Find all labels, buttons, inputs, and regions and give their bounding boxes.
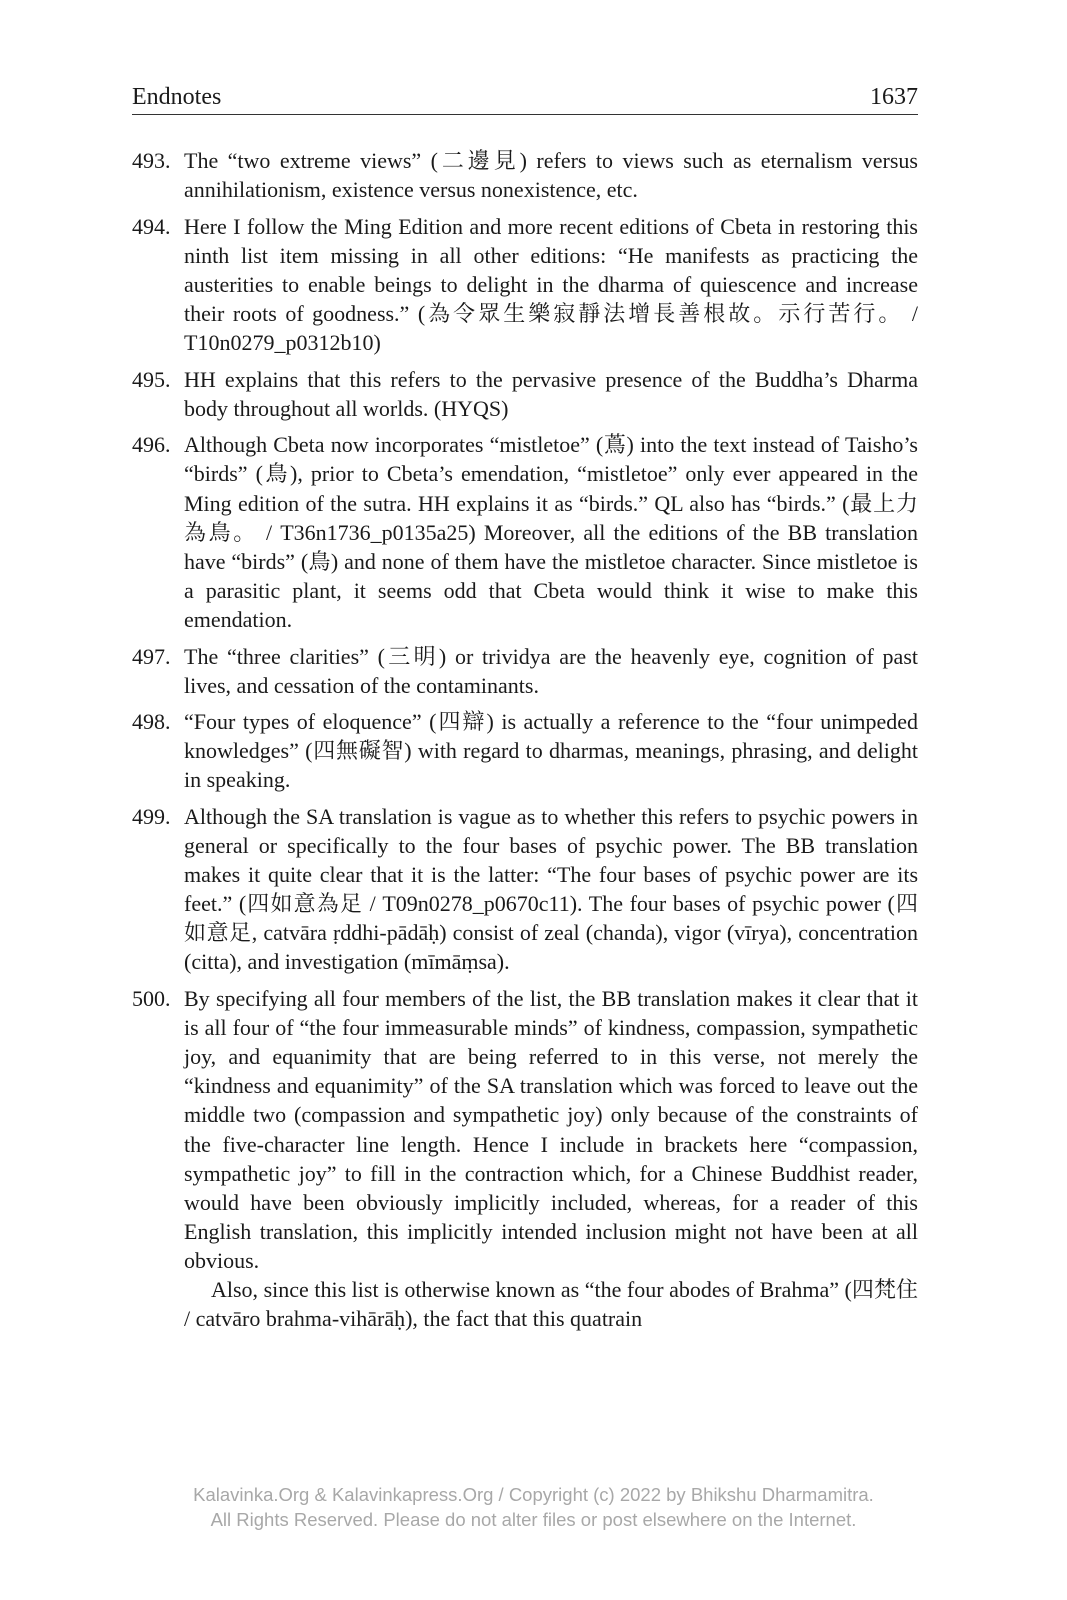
endnote-number: 499. xyxy=(132,803,171,829)
endnote-text: HH explains that this refers to the pervasive presence of the Buddha’s Dharma body throughout all worlds. (HYQS) xyxy=(184,366,918,421)
endnote-496 xyxy=(132,430,918,634)
section-title: Endnotes xyxy=(132,84,222,110)
endnote-text: Although the SA translation is vague as to whether this refers to psychic powers in general or specifically to the four bases of psychic power. The BB translation makes it quite clear that it is the latter: “The four bases of psychic power are its feet.” (四如意為足 / T09n0278_p0670c11). The four bases of psychic power (四如意足, catvāra ṛddhi-pādāḥ) consist of zeal (chanda), vigor (vīrya), concentration (citta), and investigation (mīmāṃsa). xyxy=(184,803,918,975)
copyright-footer xyxy=(0,1482,1067,1532)
rights-line: All Rights Reserved. Please do not alter files or post elsewhere on the Internet. xyxy=(210,1509,857,1530)
endnote-500 xyxy=(132,984,918,1333)
endnote-text: Although Cbeta now incorporates “mistletoe” (蔦) into the text instead of Taisho’s “birds” (鳥), prior to Cbeta’s emendation, “mistletoe” only ever appeared in the Ming edition of the sutra. HH explains it as “birds.” QL also has “birds.” (最上力為鳥。 / T36n1736_p0135a25) Moreover, all the editions of the BB translation have “birds” (鳥) and none of them have the mistletoe character. Since mistletoe is a parasitic plant, it seems odd that Cbeta would think it wise to make this emendation. xyxy=(184,432,918,632)
endnote-text: The “two extreme views” (二邊見) refers to views such as eternalism versus annihilationism, existence versus nonexistence, etc. xyxy=(184,148,918,203)
endnotes-list xyxy=(132,146,918,1341)
endnote-number: 497. xyxy=(132,643,171,669)
endnote-493 xyxy=(132,146,918,204)
endnote-495 xyxy=(132,365,918,423)
endnote-number: 500. xyxy=(132,986,171,1012)
endnote-text: “Four types of eloquence” (四辯) is actually a reference to the “four unimpeded knowledges” (四無礙智) with regard to dharmas, meanings, phrasing, and delight in speaking. xyxy=(184,709,918,793)
endnote-498 xyxy=(132,707,918,794)
endnote-494 xyxy=(132,212,918,357)
endnote-497 xyxy=(132,642,918,700)
copyright-line: Kalavinka.Org & Kalavinkapress.Org / Copyright (c) 2022 by Bhikshu Dharmamitra. xyxy=(193,1484,874,1505)
endnote-number: 495. xyxy=(132,366,171,392)
endnote-text: Here I follow the Ming Edition and more recent editions of Cbeta in restoring this ninth list item missing in all other editions: “He manifests as practicing the austerities to enable beings to delight in the dharma of quiescence and increase their roots of goodness.” (為令眾生樂寂靜法增長善根故。示行苦行。 / T10n0279_p0312b10) xyxy=(184,213,918,356)
endnote-number: 493. xyxy=(132,148,171,173)
page-number: 1637 xyxy=(870,84,918,110)
endnote-number: 498. xyxy=(132,709,171,735)
endnote-number: 494. xyxy=(132,213,171,239)
endnote-text: By specifying all four members of the list, the BB translation makes it clear that it is all four of “the four immeasurable minds” of kindness, compassion, sympathetic joy, and equanimity that are being referred to in this verse, not merely the “kindness and equanimity” of the SA translation which was forced to leave out the middle two (compassion and sympathetic joy) only because of the constraints of the five-character line length. Hence I include in brackets here “compassion, sympathetic joy” to fill in the contraction which, for a Chinese Buddhist reader, would have been obviously implicitly included, whereas, for a reader of this English translation, this implicitly intended inclusion might not have been at all obvious. xyxy=(184,986,918,1273)
endnote-number: 496. xyxy=(132,432,171,458)
endnote-499 xyxy=(132,802,918,977)
running-header xyxy=(132,82,918,115)
endnote-continuation-paragraph: Also, since this list is otherwise known as “the four abodes of Brahma” (四梵住 / catvāro brahma-vihārāḥ), the fact that this quatrain xyxy=(184,1276,918,1332)
endnote-text: The “three clarities” (三明) or trividya are the heavenly eye, cognition of past lives, and cessation of the contaminants. xyxy=(184,643,918,698)
